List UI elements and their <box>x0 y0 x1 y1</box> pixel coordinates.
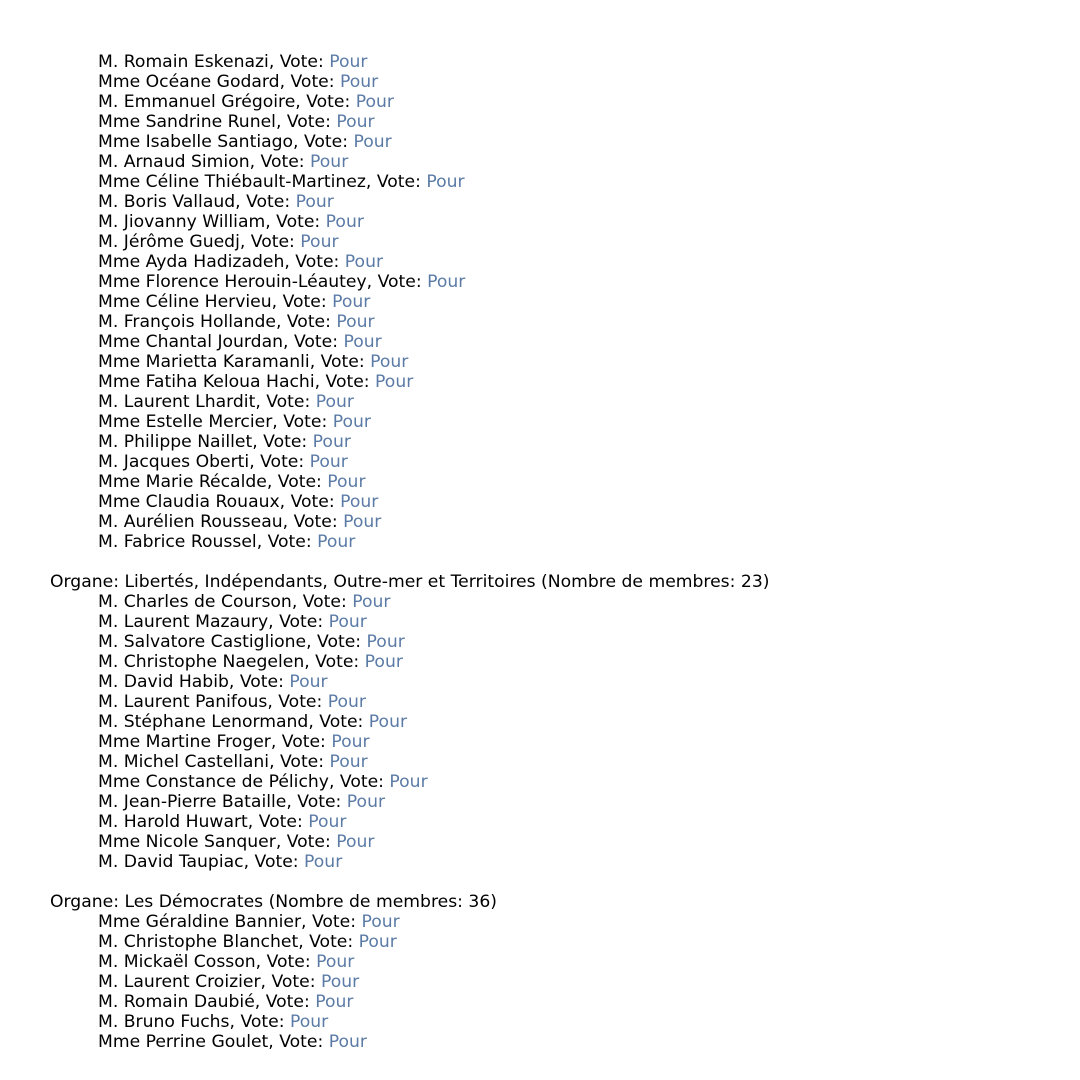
vote-label: , Vote: <box>366 272 428 292</box>
member-name: M. Fabrice Roussel <box>98 532 257 552</box>
member-name: Mme Ayda Hadizadeh <box>98 252 285 272</box>
member-vote-row <box>0 792 1080 812</box>
member-vote-row <box>0 732 1080 752</box>
vote-value: Pour <box>315 392 354 412</box>
vote-value: Pour <box>316 952 355 972</box>
vote-value: Pour <box>327 692 366 712</box>
member-name: Mme Martine Froger <box>98 732 271 752</box>
member-name: Mme Céline Hervieu <box>98 292 272 312</box>
vote-label: , Vote: <box>268 1032 329 1052</box>
member-name: Mme Estelle Mercier <box>98 412 273 432</box>
vote-label: , Vote: <box>272 412 333 432</box>
member-vote-row <box>0 312 1080 332</box>
member-name: Mme Géraldine Bannier <box>98 912 302 932</box>
member-vote-row <box>0 232 1080 252</box>
member-vote-row <box>0 912 1080 932</box>
member-name: Mme Constance de Pélichy <box>98 772 329 792</box>
vote-value: Pour <box>332 292 371 312</box>
member-vote-row <box>0 172 1080 192</box>
vote-label: , Vote: <box>279 72 341 92</box>
vote-value: Pour <box>389 772 428 792</box>
vote-value: Pour <box>312 432 351 452</box>
member-name: M. David Taupiac <box>98 852 244 872</box>
vote-label: , Vote: <box>271 292 333 312</box>
vote-value: Pour <box>332 412 371 432</box>
member-name: Mme Claudia Rouaux <box>98 492 280 512</box>
member-vote-row <box>0 832 1080 852</box>
vote-value: Pour <box>352 592 391 612</box>
section-spacer <box>0 872 1080 892</box>
vote-list-document <box>0 52 1080 1052</box>
vote-value: Pour <box>361 912 400 932</box>
vote-value: Pour <box>355 92 394 112</box>
vote-label: , Vote: <box>279 492 341 512</box>
vote-label: , Vote: <box>255 952 317 972</box>
member-vote-row <box>0 512 1080 532</box>
member-name: M. David Habib <box>98 672 229 692</box>
vote-value: Pour <box>304 852 343 872</box>
member-vote-row <box>0 492 1080 512</box>
vote-value: Pour <box>375 372 414 392</box>
organe-section <box>0 52 1080 552</box>
vote-value: Pour <box>329 752 368 772</box>
vote-label: , Vote: <box>266 472 328 492</box>
member-name: M. François Hollande <box>98 312 276 332</box>
member-vote-row <box>0 1032 1080 1052</box>
member-name: M. Jean-Pierre Bataille <box>98 792 287 812</box>
vote-label: , Vote: <box>239 232 301 252</box>
member-name: M. Christophe Naegelen <box>98 652 305 672</box>
vote-value: Pour <box>336 112 375 132</box>
member-vote-row <box>0 432 1080 452</box>
vote-value: Pour <box>346 792 386 812</box>
organe-heading: Organe: Les Démocrates (Nombre de membres: 36) <box>50 892 497 912</box>
member-vote-row <box>0 692 1080 712</box>
vote-label: , Vote: <box>243 852 305 872</box>
vote-value: Pour <box>329 52 368 72</box>
vote-value: Pour <box>328 612 367 632</box>
member-name: M. Laurent Mazaury <box>98 612 269 632</box>
vote-value: Pour <box>336 832 375 852</box>
member-name: Mme Isabelle Santiago <box>98 132 294 152</box>
vote-value: Pour <box>295 192 334 212</box>
member-vote-row <box>0 252 1080 272</box>
vote-value: Pour <box>343 332 382 352</box>
member-name: M. Charles de Courson <box>98 592 292 612</box>
vote-value: Pour <box>325 212 364 232</box>
member-vote-row <box>0 592 1080 612</box>
member-vote-row <box>0 1012 1080 1032</box>
organe-section <box>0 872 1080 1052</box>
member-name: M. Romain Daubié <box>98 992 255 1012</box>
member-vote-row <box>0 632 1080 652</box>
vote-value: Pour <box>344 252 384 272</box>
member-vote-row <box>0 672 1080 692</box>
member-name: Mme Océane Godard <box>98 72 280 92</box>
member-name: M. Salvatore Castiglione <box>98 632 307 652</box>
vote-label: , Vote: <box>314 372 376 392</box>
member-name: M. Aurélien Rousseau <box>98 512 283 532</box>
vote-label: , Vote: <box>254 992 316 1012</box>
vote-value: Pour <box>289 672 328 692</box>
organe-section <box>0 552 1080 872</box>
member-vote-row <box>0 52 1080 72</box>
member-vote-row <box>0 992 1080 1012</box>
vote-label: , Vote: <box>284 252 345 272</box>
member-name: M. Philippe Naillet <box>98 432 253 452</box>
vote-value: Pour <box>336 312 375 332</box>
vote-label: , Vote: <box>365 172 427 192</box>
member-name: Mme Perrine Goulet <box>98 1032 269 1052</box>
vote-value: Pour <box>426 172 465 192</box>
member-name: Mme Nicole Sanquer <box>98 832 276 852</box>
member-name: M. Laurent Croizier <box>98 972 261 992</box>
member-vote-row <box>0 372 1080 392</box>
vote-label: , Vote: <box>291 592 353 612</box>
member-vote-row <box>0 132 1080 152</box>
vote-value: Pour <box>310 152 349 172</box>
member-vote-row <box>0 212 1080 232</box>
member-vote-row <box>0 852 1080 872</box>
vote-label: , Vote: <box>298 932 359 952</box>
member-vote-row <box>0 712 1080 732</box>
vote-value: Pour <box>327 472 366 492</box>
member-vote-row <box>0 272 1080 292</box>
member-vote-row <box>0 932 1080 952</box>
vote-label: , Vote: <box>268 52 330 72</box>
vote-label: , Vote: <box>275 112 337 132</box>
vote-label: , Vote: <box>260 972 321 992</box>
member-name: M. Christophe Blanchet <box>98 932 299 952</box>
vote-label: , Vote: <box>295 92 356 112</box>
vote-value: Pour <box>320 972 360 992</box>
member-vote-row <box>0 612 1080 632</box>
member-name: M. Arnaud Simion <box>98 152 250 172</box>
member-name: M. Harold Huwart <box>98 812 248 832</box>
section-spacer <box>0 552 1080 572</box>
member-vote-row <box>0 112 1080 132</box>
vote-label: , Vote: <box>283 332 344 352</box>
member-vote-row <box>0 72 1080 92</box>
vote-label: , Vote: <box>265 212 326 232</box>
member-name: M. Romain Eskenazi <box>98 52 269 72</box>
vote-label: , Vote: <box>304 652 365 672</box>
vote-label: , Vote: <box>252 432 313 452</box>
vote-label: , Vote: <box>270 732 332 752</box>
vote-value: Pour <box>358 932 397 952</box>
member-name: Mme Fatiha Keloua Hachi <box>98 372 315 392</box>
member-vote-row <box>0 472 1080 492</box>
vote-value: Pour <box>315 992 354 1012</box>
member-name: Mme Sandrine Runel <box>98 112 276 132</box>
vote-label: , Vote: <box>235 192 296 212</box>
member-vote-row <box>0 92 1080 112</box>
member-name: Mme Marie Récalde <box>98 472 267 492</box>
member-vote-row <box>0 332 1080 352</box>
member-vote-row <box>0 412 1080 432</box>
vote-value: Pour <box>340 492 379 512</box>
vote-label: , Vote: <box>306 632 367 652</box>
vote-value: Pour <box>366 632 405 652</box>
vote-value: Pour <box>289 1012 329 1032</box>
vote-value: Pour <box>308 812 347 832</box>
vote-label: , Vote: <box>269 752 330 772</box>
organe-heading: Organe: Libertés, Indépendants, Outre-mer et Territoires (Nombre de membres: 23) <box>50 572 770 592</box>
member-vote-row <box>0 352 1080 372</box>
vote-value: Pour <box>370 352 409 372</box>
vote-label: , Vote: <box>228 672 290 692</box>
vote-value: Pour <box>343 512 382 532</box>
member-vote-row <box>0 972 1080 992</box>
vote-value: Pour <box>300 232 339 252</box>
member-vote-row <box>0 772 1080 792</box>
vote-label: , Vote: <box>293 132 354 152</box>
member-vote-row <box>0 192 1080 212</box>
member-name: M. Stéphane Lenormand <box>98 712 309 732</box>
member-name: M. Michel Castellani <box>98 752 270 772</box>
vote-label: , Vote: <box>328 772 390 792</box>
vote-label: , Vote: <box>308 712 369 732</box>
vote-label: , Vote: <box>286 792 347 812</box>
vote-label: , Vote: <box>275 312 337 332</box>
vote-label: , Vote: <box>249 152 311 172</box>
vote-label: , Vote: <box>229 1012 290 1032</box>
member-name: M. Jiovanny William <box>98 212 266 232</box>
vote-label: , Vote: <box>247 812 309 832</box>
member-vote-row <box>0 152 1080 172</box>
member-vote-row <box>0 452 1080 472</box>
member-name: Mme Chantal Jourdan <box>98 332 284 352</box>
vote-value: Pour <box>364 652 403 672</box>
member-name: M. Boris Vallaud <box>98 192 236 212</box>
member-name: M. Laurent Panifous <box>98 692 268 712</box>
member-name: M. Bruno Fuchs <box>98 1012 230 1032</box>
vote-value: Pour <box>368 712 408 732</box>
vote-label: , Vote: <box>268 612 329 632</box>
member-name: Mme Céline Thiébault-Martinez <box>98 172 366 192</box>
member-vote-row <box>0 532 1080 552</box>
vote-value: Pour <box>328 1032 367 1052</box>
member-name: M. Jérôme Guedj <box>98 232 240 252</box>
vote-label: , Vote: <box>282 512 344 532</box>
member-vote-row <box>0 752 1080 772</box>
vote-value: Pour <box>340 72 379 92</box>
member-name: M. Jacques Oberti <box>98 452 250 472</box>
member-vote-row <box>0 652 1080 672</box>
member-vote-row <box>0 392 1080 412</box>
vote-label: , Vote: <box>255 392 316 412</box>
vote-value: Pour <box>317 532 356 552</box>
vote-label: , Vote: <box>301 912 362 932</box>
member-vote-row <box>0 812 1080 832</box>
vote-label: , Vote: <box>275 832 337 852</box>
vote-label: , Vote: <box>267 692 328 712</box>
member-vote-row <box>0 292 1080 312</box>
member-name: Mme Marietta Karamanli <box>98 352 310 372</box>
member-name: Mme Florence Herouin-Léautey <box>98 272 367 292</box>
vote-value: Pour <box>331 732 370 752</box>
vote-value: Pour <box>427 272 466 292</box>
member-name: M. Mickaël Cosson <box>98 952 256 972</box>
member-name: M. Emmanuel Grégoire <box>98 92 296 112</box>
vote-label: , Vote: <box>249 452 310 472</box>
vote-label: , Vote: <box>309 352 371 372</box>
vote-value: Pour <box>309 452 348 472</box>
member-name: M. Laurent Lhardit <box>98 392 256 412</box>
vote-label: , Vote: <box>256 532 318 552</box>
vote-value: Pour <box>353 132 392 152</box>
member-vote-row <box>0 952 1080 972</box>
